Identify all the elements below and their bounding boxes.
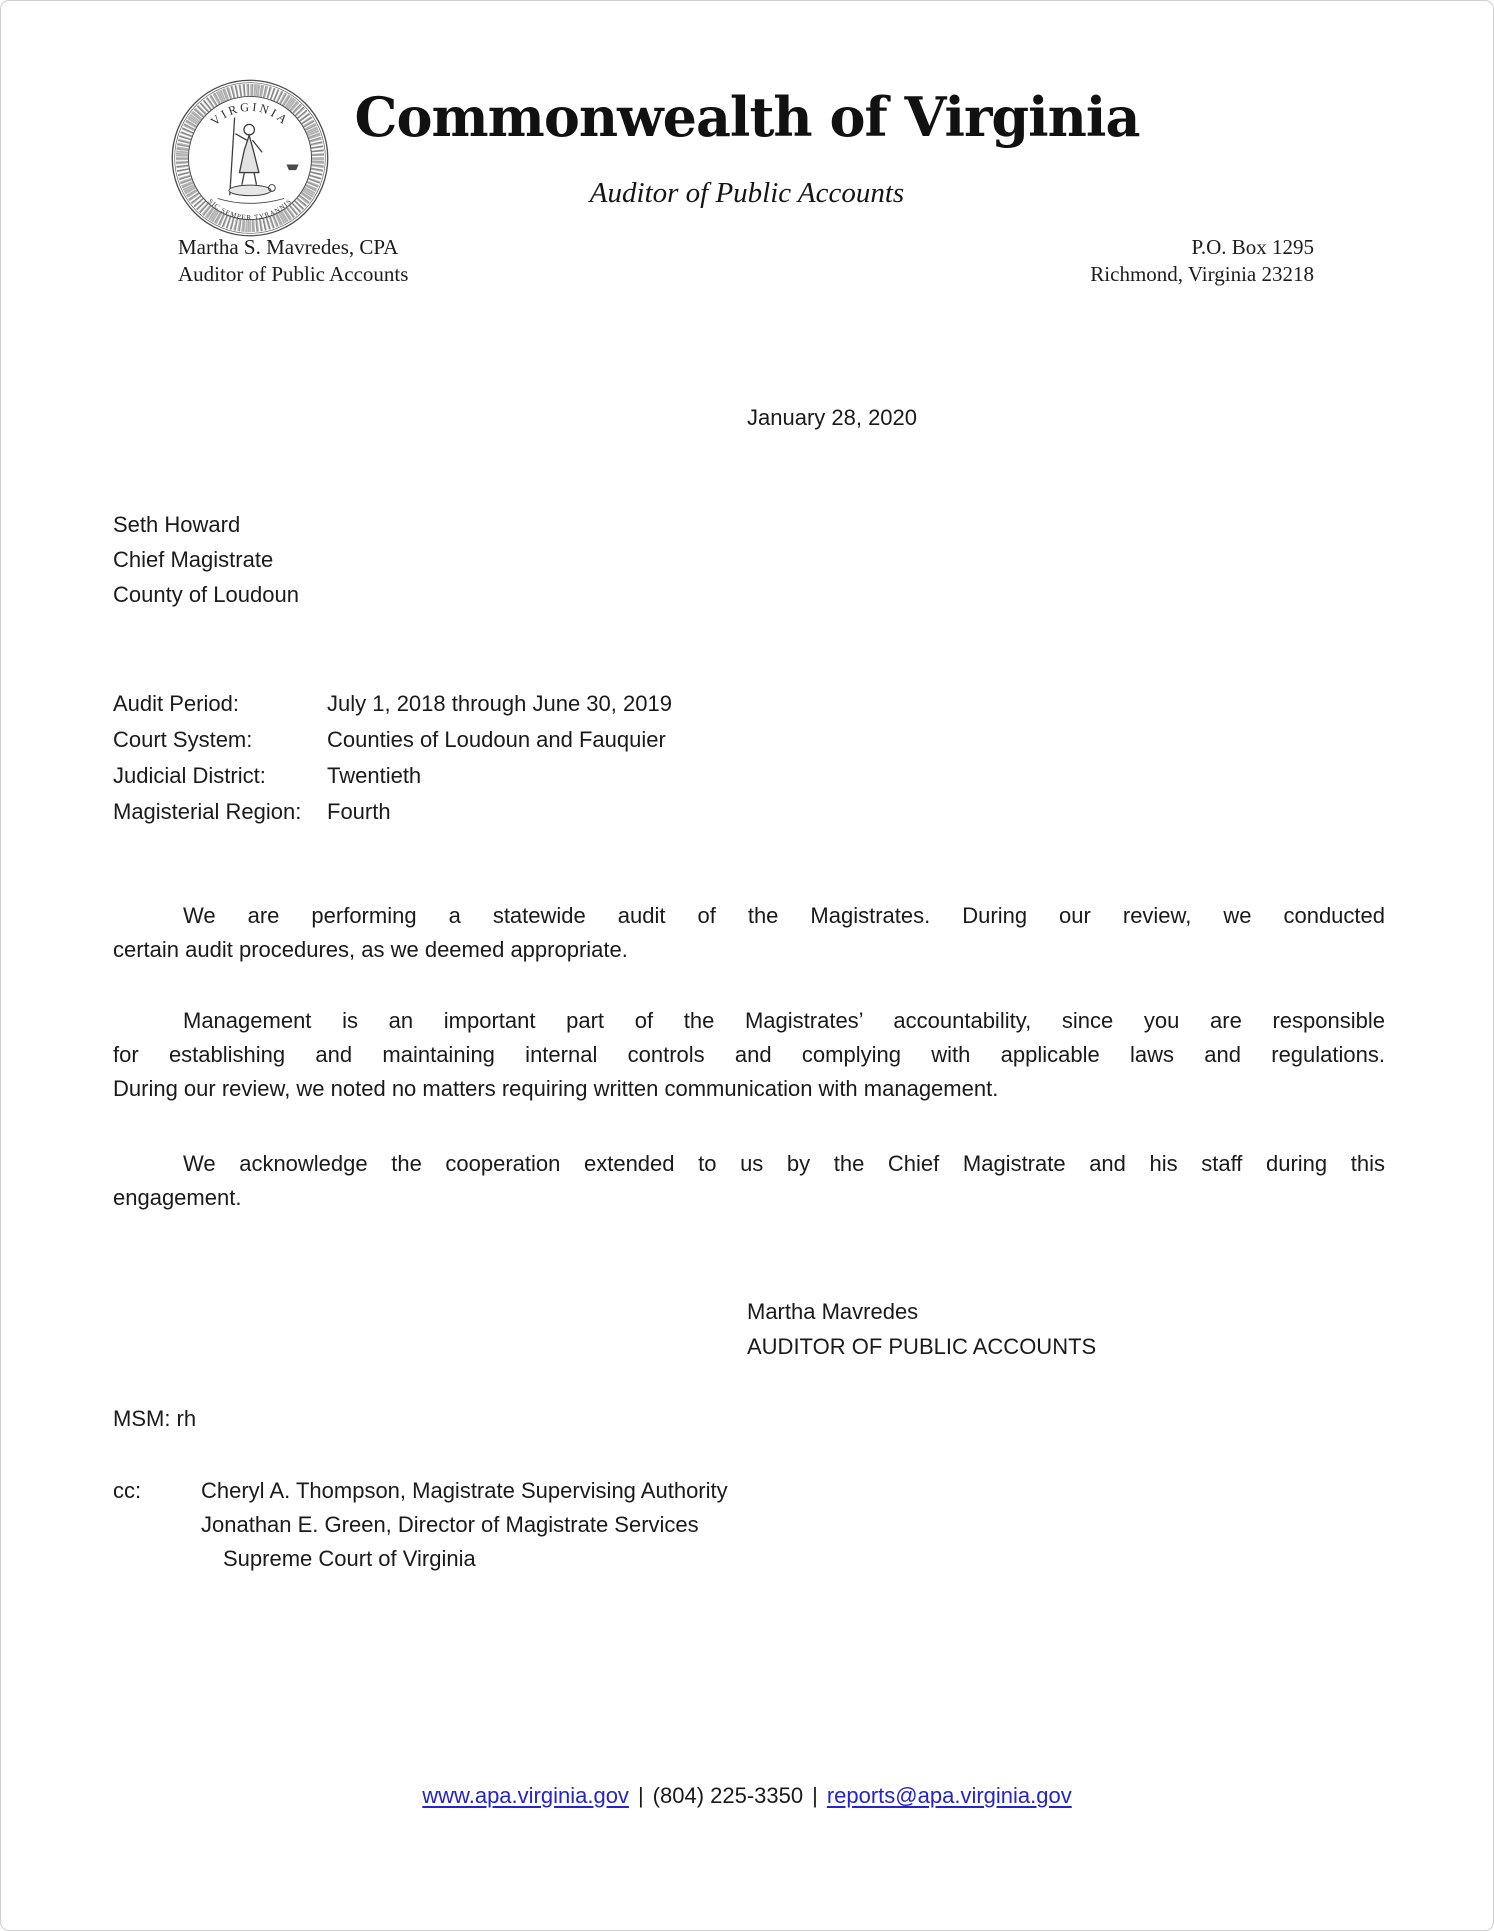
cc-label: cc: [113, 1478, 142, 1503]
paragraph-line: certain audit procedures, as we deemed appropriate. [113, 937, 628, 962]
audit-period-label: Audit Period: [113, 691, 239, 716]
website-link[interactable]: www.apa.virginia.gov [422, 1783, 629, 1808]
address-line-2: Richmond, Virginia 23218 [1090, 262, 1314, 286]
magisterial-region-label: Magisterial Region: [113, 799, 302, 824]
paragraph-line: We are performing a statewide audit of the Magistrates. During our review, we conducted [183, 903, 1385, 928]
official-block [178, 234, 408, 288]
paragraph-line: During our review, we noted no matters requiring written communication with management. [113, 1076, 999, 1101]
audit-info-table [113, 686, 672, 830]
table-row [113, 758, 672, 794]
recipient-org: County of Loudoun [113, 582, 299, 607]
official-title: Auditor of Public Accounts [178, 262, 409, 286]
recipient-name: Seth Howard [113, 512, 241, 537]
phone-number: (804) 225-3350 [652, 1783, 804, 1808]
paragraph-line: We acknowledge the cooperation extended to us by the Chief Magistrate and his staff during this [183, 1151, 1385, 1176]
footer-separator: | [812, 1783, 818, 1808]
address-block [1090, 234, 1314, 288]
org-title: Commonwealth of Virginia [354, 85, 1140, 149]
letter-date: January 28, 2020 [747, 405, 918, 430]
reference-initials: MSM: rh [113, 1406, 197, 1431]
cc-line [113, 1474, 728, 1508]
recipient-title: Chief Magistrate [113, 547, 274, 572]
cc-entry: Supreme Court of Virginia [223, 1546, 476, 1571]
audit-period-value: July 1, 2018 through June 30, 2019 [327, 691, 672, 716]
body-paragraph-2 [113, 1004, 1385, 1106]
seal-motto-text: SIC SEMPER TYRANNIS [206, 197, 294, 222]
email-link[interactable]: reports@apa.virginia.gov [826, 1783, 1072, 1808]
org-subtitle: Auditor of Public Accounts [589, 177, 905, 209]
address-line-1: P.O. Box 1295 [1191, 235, 1314, 259]
court-system-label: Court System: [113, 727, 253, 752]
court-system-value: Counties of Loudoun and Fauquier [327, 727, 666, 752]
magisterial-region-value: Fourth [327, 799, 391, 824]
paragraph-line: Management is an important part of the Magistrates’ accountability, since you are responsible [183, 1008, 1385, 1033]
cc-block [113, 1474, 728, 1576]
body-paragraph-3 [113, 1147, 1385, 1215]
judicial-district-value: Twentieth [327, 763, 422, 788]
table-row [113, 722, 672, 758]
table-row [113, 686, 672, 722]
seal-top-text: VIRGINIA [207, 99, 293, 129]
paragraph-line: for establishing and maintaining internal controls and complying with applicable laws and regulations. [113, 1042, 1385, 1067]
cc-entry: Cheryl A. Thompson, Magistrate Supervising Authority [201, 1478, 728, 1503]
body-paragraph-1 [113, 899, 1385, 967]
recipient-block [113, 507, 299, 612]
official-name: Martha S. Mavredes, CPA [178, 235, 399, 259]
footer-contact-line [1, 1780, 1493, 1812]
judicial-district-label: Judicial District: [113, 763, 266, 788]
signature-block [747, 1294, 1096, 1364]
table-row [113, 794, 672, 830]
signer-name: Martha Mavredes [747, 1299, 919, 1324]
signer-title: AUDITOR OF PUBLIC ACCOUNTS [747, 1334, 1097, 1359]
footer-separator: | [637, 1783, 644, 1808]
cc-entry: Jonathan E. Green, Director of Magistrate Services [201, 1512, 699, 1537]
paragraph-line: engagement. [113, 1185, 242, 1210]
